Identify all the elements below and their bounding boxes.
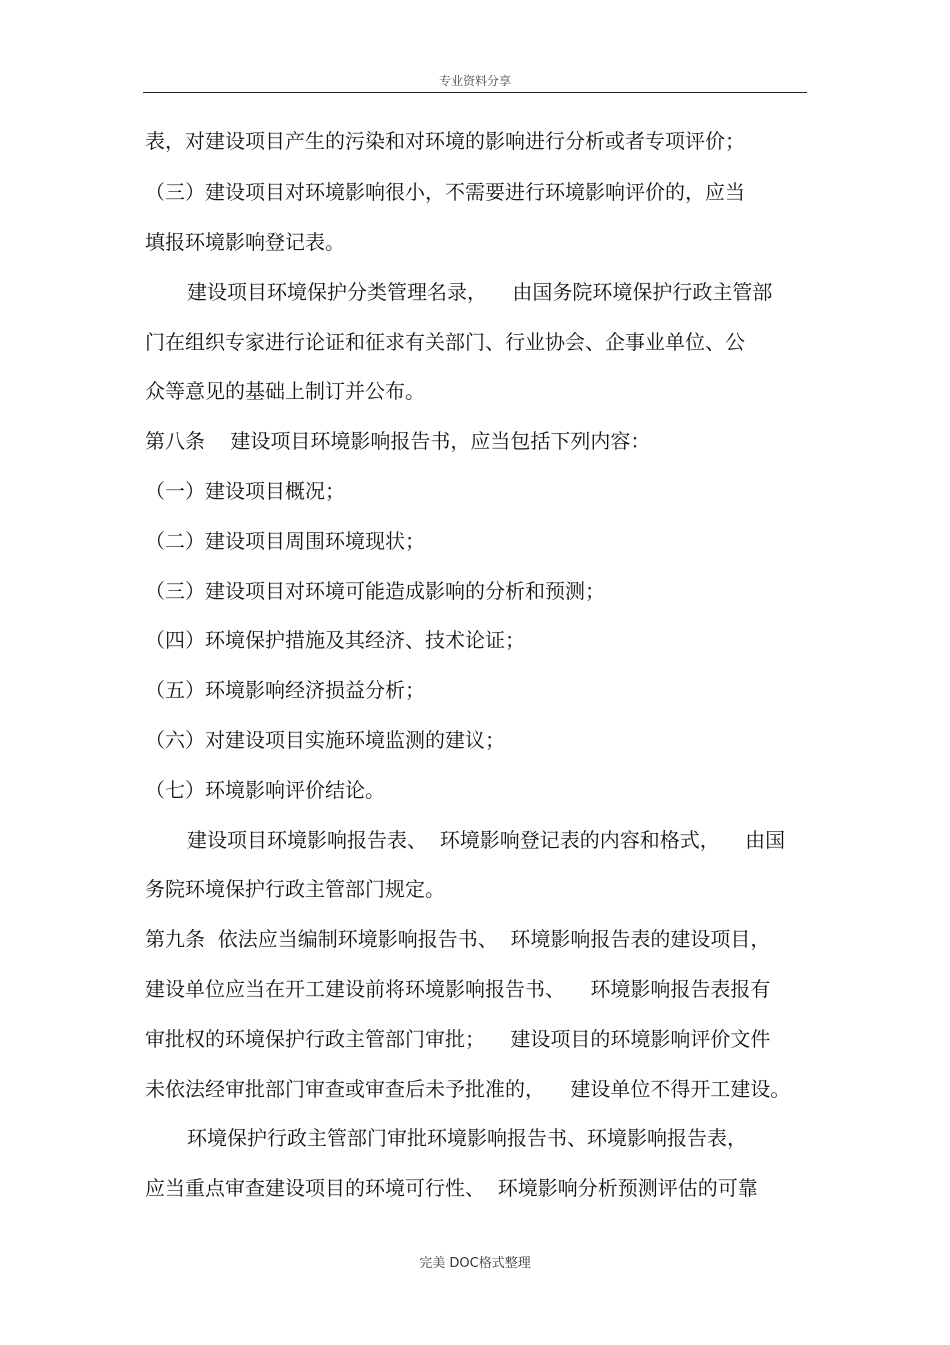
body-line-18: 建设单位应当在开工建设前将环境影响报告书、 环境影响报告表报有 xyxy=(145,977,771,1001)
body-line-10: （三）建设项目对环境可能造成影响的分析和预测； xyxy=(145,579,605,603)
body-line-14: （七）环境影响评价结论。 xyxy=(145,778,385,802)
body-line-21: 环境保护行政主管部门审批环境影响报告书、环境影响报告表， xyxy=(187,1126,747,1150)
body-line-15: 建设项目环境影响报告表、 环境影响登记表的内容和格式， 由国 xyxy=(187,828,786,852)
body-line-6: 众等意见的基础上制订并公布。 xyxy=(145,379,425,403)
body-line-12: （五）环境影响经济损益分析； xyxy=(145,678,425,702)
page-footer: 完美 DOC格式整理 xyxy=(419,1256,531,1271)
body-line-16: 务院环境保护行政主管部门规定。 xyxy=(145,877,445,901)
body-line-7: 第八条 建设项目环境影响报告书，应当包括下列内容： xyxy=(145,429,651,453)
body-line-4: 建设项目环境保护分类管理名录， 由国务院环境保护行政主管部 xyxy=(187,280,773,304)
body-line-8: （一）建设项目概况； xyxy=(145,479,345,503)
body-line-3: 填报环境影响登记表。 xyxy=(145,230,345,254)
body-line-20: 未依法经审批部门审查或审查后未予批准的， 建设单位不得开工建设。 xyxy=(145,1077,791,1101)
page-header xyxy=(143,70,807,93)
body-line-11: （四）环境保护措施及其经济、技术论证； xyxy=(145,628,525,652)
body-line-17: 第九条 依法应当编制环境影响报告书、 环境影响报告表的建设项目， xyxy=(145,927,771,951)
body-line-13: （六）对建设项目实施环境监测的建议； xyxy=(145,728,505,752)
header-text: 专业资料分享 xyxy=(438,74,511,88)
body-line-5: 门在组织专家进行论证和征求有关部门、行业协会、企事业单位、公 xyxy=(145,330,745,354)
body-line-19: 审批权的环境保护行政主管部门审批； 建设项目的环境影响评价文件 xyxy=(145,1027,771,1051)
body-line-9: （二）建设项目周围环境现状； xyxy=(145,529,425,553)
body-line-1: 表，对建设项目产生的污染和对环境的影响进行分析或者专项评价； xyxy=(145,129,745,153)
body-line-22: 应当重点审查建设项目的环境可行性、 环境影响分析预测评估的可靠 xyxy=(145,1176,758,1200)
body-line-2: （三）建设项目对环境影响很小，不需要进行环境影响评价的，应当 xyxy=(145,180,745,204)
